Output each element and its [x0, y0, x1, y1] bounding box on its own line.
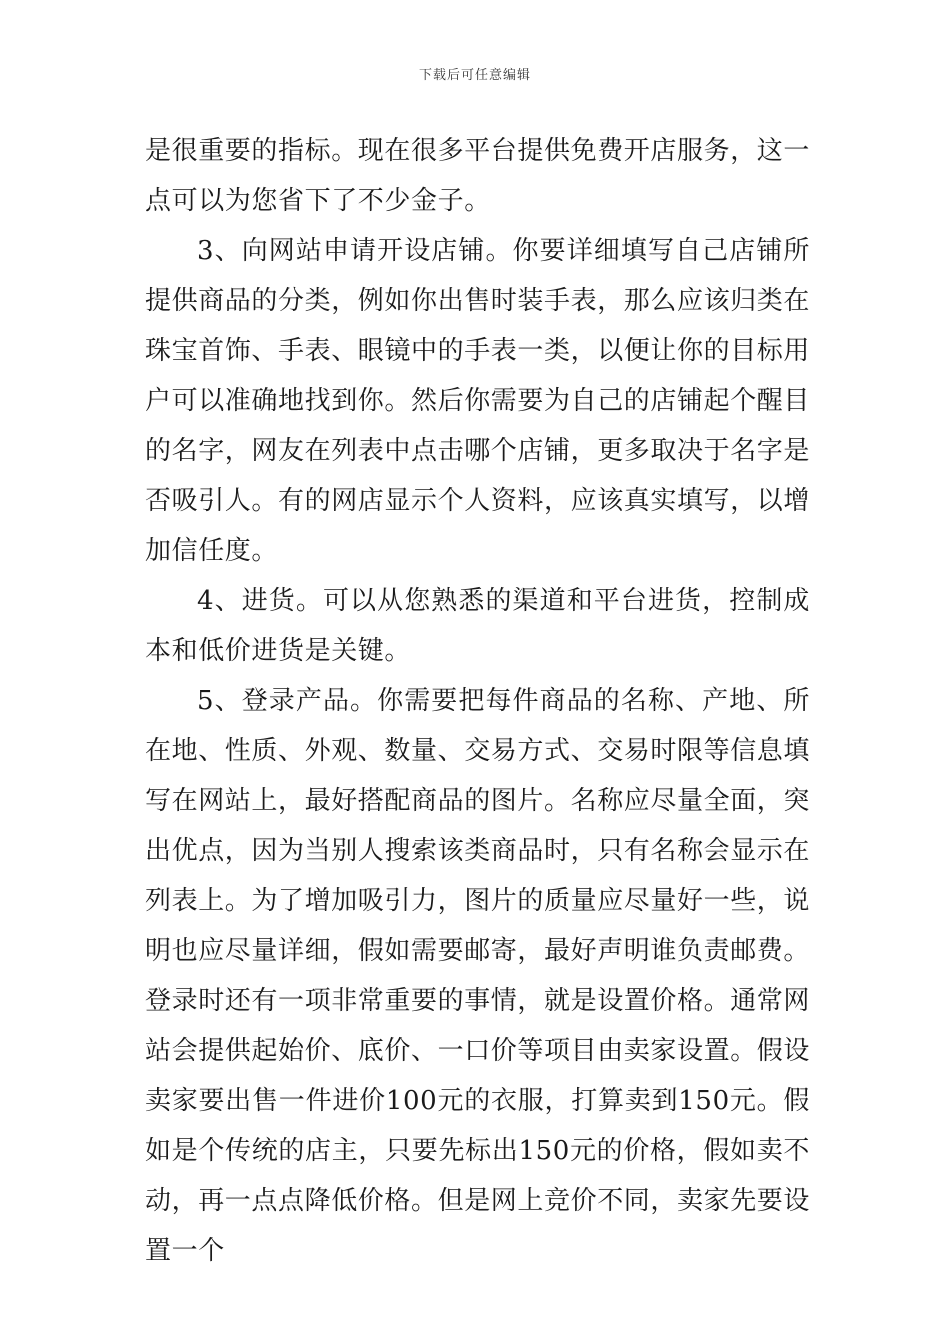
paragraph-step-3: 3、向网站申请开设店铺。你要详细填写自己店铺所提供商品的分类，例如你出售时装手表，那么应该归类在珠宝首饰、手表、眼镜中的手表一类，以便让你的目标用户可以准确地找到你。然后你需要为自己的店铺起个醒目的名字，网友在列表中点击哪个店铺，更多取决于名字是否吸引人。有的网店显示个人资料，应该真实填写，以增加信任度。 — [145, 236, 811, 566]
paragraph-step-5: 5、登录产品。你需要把每件商品的名称、产地、所在地、性质、外观、数量、交易方式、交易时限等信息填写在网站上，最好搭配商品的图片。名称应尽量全面，突出优点，因为当别人搜索该类商品时，只有名称会显示在列表上。为了增加吸引力，图片的质量应尽量好一些，说明也应尽量详细，假如需要邮寄，最好声明谁负责邮费。登录时还有一项非常重要的事情，就是设置价格。通常网站会提供起始价、底价、一口价等项目由卖家设置。假设卖家要出售一件进价100元的衣服，打算卖到150元。假如是个传统的店主，只要先标出150元的价格，假如卖不动，再一点点降低价格。但是网上竞价不同，卖家先要设置一个 — [145, 686, 811, 1266]
paragraph-continuation: 是很重要的指标。现在很多平台提供免费开店服务，这一点可以为您省下了不少金子。 — [145, 136, 811, 216]
paragraph-step-4: 4、进货。可以从您熟悉的渠道和平台进货，控制成本和低价进货是关键。 — [145, 586, 810, 666]
document-body — [145, 126, 810, 1276]
page-header: 下载后可任意编辑 — [418, 68, 531, 83]
